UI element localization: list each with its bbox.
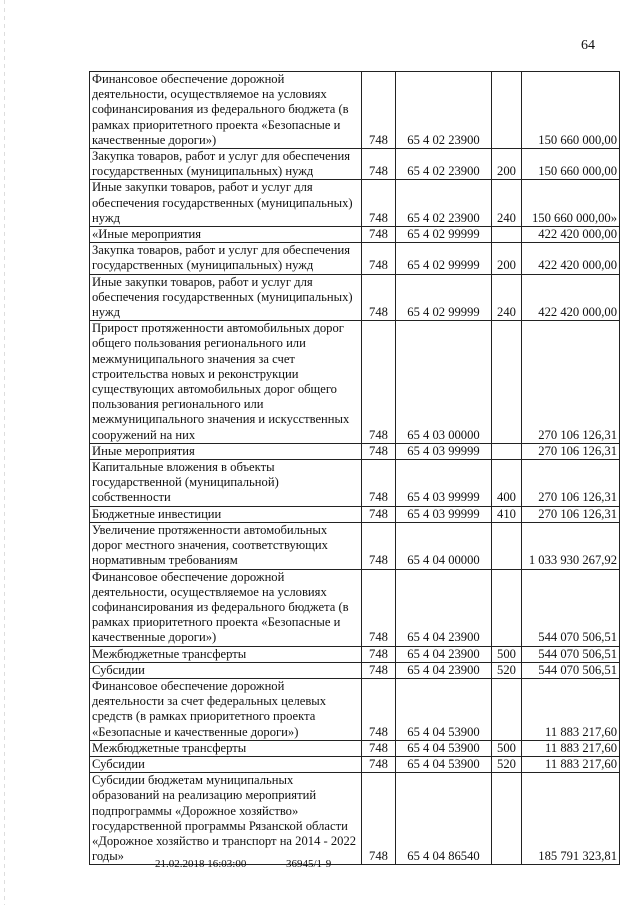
row-csr-cell: 65 4 04 23900 xyxy=(396,662,492,678)
table-row xyxy=(90,522,620,569)
row-vr-cell: 520 xyxy=(492,756,522,772)
table-row xyxy=(90,678,620,740)
row-csr-cell: 65 4 03 99999 xyxy=(396,506,492,522)
table-row xyxy=(90,321,620,444)
row-vr-cell: 500 xyxy=(492,740,522,756)
row-sum-cell: 544 070 506,51 xyxy=(522,569,620,646)
row-sum-cell: 150 660 000,00 xyxy=(522,149,620,180)
row-vr-cell: 500 xyxy=(492,646,522,662)
table-row xyxy=(90,243,620,274)
row-vr-cell: 410 xyxy=(492,506,522,522)
row-csr-cell: 65 4 04 53900 xyxy=(396,740,492,756)
row-vr-cell: 520 xyxy=(492,662,522,678)
row-vr-cell xyxy=(492,773,522,865)
row-ved-cell: 748 xyxy=(362,460,396,507)
row-name-cell: Иные закупки товаров, работ и услуг для обеспечения государственных (муниципальных) нужд xyxy=(90,274,362,321)
row-csr-cell: 65 4 04 53900 xyxy=(396,756,492,772)
row-name-cell: Иные закупки товаров, работ и услуг для обеспечения государственных (муниципальных) нужд xyxy=(90,180,362,227)
row-ved-cell: 748 xyxy=(362,274,396,321)
footer-datetime: 21.02.2018 16:03:00 xyxy=(155,858,247,870)
row-ved-cell: 748 xyxy=(362,773,396,865)
row-csr-cell: 65 4 02 23900 xyxy=(396,72,492,149)
row-vr-cell: 240 xyxy=(492,274,522,321)
footer-doc-number: 36945/1-9 xyxy=(286,858,332,870)
row-sum-cell: 185 791 323,81 xyxy=(522,773,620,865)
row-name-cell: Закупка товаров, работ и услуг для обеспечения государственных (муниципальных) нужд xyxy=(90,149,362,180)
budget-table xyxy=(89,71,620,865)
row-csr-cell: 65 4 02 23900 xyxy=(396,180,492,227)
row-sum-cell: 422 420 000,00 xyxy=(522,227,620,243)
table-row xyxy=(90,72,620,149)
row-name-cell: Межбюджетные трансферты xyxy=(90,646,362,662)
table-row xyxy=(90,506,620,522)
row-csr-cell: 65 4 04 53900 xyxy=(396,678,492,740)
row-ved-cell: 748 xyxy=(362,321,396,444)
table-row xyxy=(90,460,620,507)
row-ved-cell: 748 xyxy=(362,443,396,459)
row-sum-cell: 150 660 000,00 xyxy=(522,72,620,149)
row-vr-cell xyxy=(492,678,522,740)
budget-table-body xyxy=(90,72,620,865)
row-vr-cell: 200 xyxy=(492,243,522,274)
row-sum-cell: 11 883 217,60 xyxy=(522,740,620,756)
row-vr-cell: 200 xyxy=(492,149,522,180)
row-ved-cell: 748 xyxy=(362,227,396,243)
row-ved-cell: 748 xyxy=(362,569,396,646)
row-name-cell: Бюджетные инвестиции xyxy=(90,506,362,522)
row-ved-cell: 748 xyxy=(362,662,396,678)
row-vr-cell xyxy=(492,569,522,646)
table-row xyxy=(90,227,620,243)
row-name-cell: Финансовое обеспечение дорожной деятельности, осуществляемое на условиях софинансирования из федерального бюджета (в рамках приоритетного проекта «Безопасные и качественные дороги») xyxy=(90,569,362,646)
row-csr-cell: 65 4 03 99999 xyxy=(396,443,492,459)
page-number: 64 xyxy=(581,38,595,53)
row-csr-cell: 65 4 03 00000 xyxy=(396,321,492,444)
row-sum-cell: 11 883 217,60 xyxy=(522,678,620,740)
row-vr-cell xyxy=(492,72,522,149)
row-sum-cell: 270 106 126,31 xyxy=(522,460,620,507)
row-csr-cell: 65 4 02 23900 xyxy=(396,149,492,180)
row-ved-cell: 748 xyxy=(362,243,396,274)
row-csr-cell: 65 4 04 23900 xyxy=(396,646,492,662)
row-ved-cell: 748 xyxy=(362,149,396,180)
row-csr-cell: 65 4 02 99999 xyxy=(396,274,492,321)
row-sum-cell: 422 420 000,00 xyxy=(522,274,620,321)
table-row xyxy=(90,646,620,662)
row-vr-cell xyxy=(492,321,522,444)
row-name-cell: Иные мероприятия xyxy=(90,443,362,459)
row-vr-cell xyxy=(492,227,522,243)
row-name-cell: Субсидии бюджетам муниципальных образований на реализацию мероприятий подпрограммы «Дорожное хозяйство» государственной программы Рязанской области «Дорожное хозяйство и транспорт на 2014 - 2022 годы» xyxy=(90,773,362,865)
row-sum-cell: 422 420 000,00 xyxy=(522,243,620,274)
row-sum-cell: 544 070 506,51 xyxy=(522,662,620,678)
row-sum-cell: 270 106 126,31 xyxy=(522,321,620,444)
table-row xyxy=(90,756,620,772)
row-csr-cell: 65 4 04 86540 xyxy=(396,773,492,865)
row-vr-cell: 400 xyxy=(492,460,522,507)
row-ved-cell: 748 xyxy=(362,180,396,227)
row-vr-cell: 240 xyxy=(492,180,522,227)
row-sum-cell: 270 106 126,31 xyxy=(522,443,620,459)
row-sum-cell: 270 106 126,31 xyxy=(522,506,620,522)
row-name-cell: Капитальные вложения в объекты государственной (муниципальной) собственности xyxy=(90,460,362,507)
row-name-cell: Закупка товаров, работ и услуг для обеспечения государственных (муниципальных) нужд xyxy=(90,243,362,274)
row-sum-cell: 1 033 930 267,92 xyxy=(522,522,620,569)
row-ved-cell: 748 xyxy=(362,506,396,522)
row-name-cell: Межбюджетные трансферты xyxy=(90,740,362,756)
row-ved-cell: 748 xyxy=(362,522,396,569)
row-vr-cell xyxy=(492,522,522,569)
table-row xyxy=(90,149,620,180)
table-row xyxy=(90,180,620,227)
row-csr-cell: 65 4 02 99999 xyxy=(396,243,492,274)
row-name-cell: Субсидии xyxy=(90,756,362,772)
table-row xyxy=(90,662,620,678)
table-row xyxy=(90,740,620,756)
row-sum-cell: 150 660 000,00» xyxy=(522,180,620,227)
row-sum-cell: 544 070 506,51 xyxy=(522,646,620,662)
row-csr-cell: 65 4 04 23900 xyxy=(396,569,492,646)
row-ved-cell: 748 xyxy=(362,756,396,772)
row-name-cell: Финансовое обеспечение дорожной деятельности за счет федеральных целевых средств (в рамках приоритетного проекта «Безопасные и качественные дороги») xyxy=(90,678,362,740)
row-name-cell: Прирост протяженности автомобильных дорог общего пользования регионального или межмуниципального значения за счет строительства новых и реконструкции существующих автомобильных дорог общего пользования регионального или межмуниципального значения и искусственных сооружений на них xyxy=(90,321,362,444)
row-ved-cell: 748 xyxy=(362,72,396,149)
row-vr-cell xyxy=(492,443,522,459)
table-row xyxy=(90,569,620,646)
row-csr-cell: 65 4 02 99999 xyxy=(396,227,492,243)
row-name-cell: Финансовое обеспечение дорожной деятельности, осуществляемое на условиях софинансирования из федерального бюджета (в рамках приоритетного проекта «Безопасные и качественные дороги») xyxy=(90,72,362,149)
row-name-cell: Субсидии xyxy=(90,662,362,678)
table-row xyxy=(90,274,620,321)
row-ved-cell: 748 xyxy=(362,646,396,662)
row-ved-cell: 748 xyxy=(362,740,396,756)
row-sum-cell: 11 883 217,60 xyxy=(522,756,620,772)
row-csr-cell: 65 4 03 99999 xyxy=(396,460,492,507)
row-name-cell: «Иные мероприятия xyxy=(90,227,362,243)
table-row xyxy=(90,773,620,865)
row-csr-cell: 65 4 04 00000 xyxy=(396,522,492,569)
table-row xyxy=(90,443,620,459)
scan-margin-line xyxy=(4,0,5,905)
row-ved-cell: 748 xyxy=(362,678,396,740)
row-name-cell: Увеличение протяженности автомобильных дорог местного значения, соответствующих нормативным требованиям xyxy=(90,522,362,569)
